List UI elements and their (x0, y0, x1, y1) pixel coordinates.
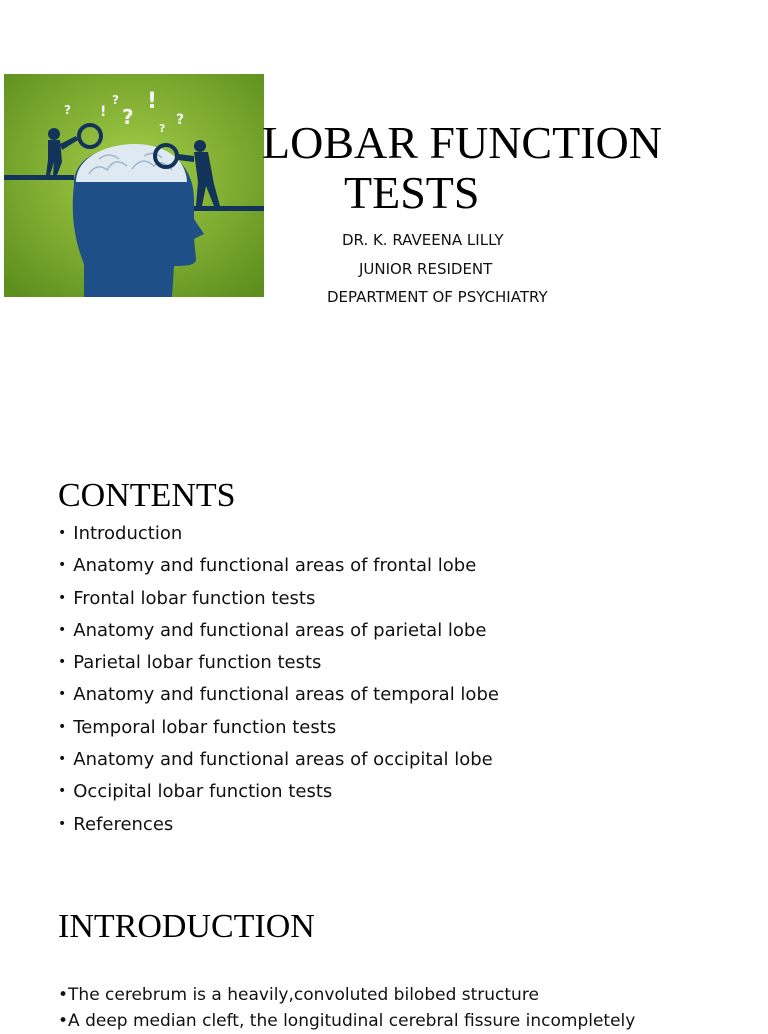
list-item: • Temporal lobar function tests (58, 712, 499, 744)
list-item: • Parietal lobar function tests (58, 647, 499, 679)
svg-text:!: ! (100, 104, 107, 120)
author-role: JUNIOR RESIDENT (359, 260, 493, 278)
contents-list (58, 518, 499, 841)
head-brain-magnifier-icon (4, 74, 264, 297)
introduction-heading: INTRODUCTION (58, 908, 315, 945)
list-item: • Frontal lobar function tests (58, 583, 499, 615)
title-line-2: TESTS (344, 167, 480, 218)
title-illustration (4, 74, 264, 297)
svg-text:?: ? (112, 93, 119, 107)
list-item: • A deep median cleft, the longitudinal cerebral fissure incompletely (58, 1008, 635, 1034)
list-item: • The cerebrum is a heavily,convoluted bilobed structure (58, 982, 635, 1008)
slide-title (262, 118, 702, 218)
svg-text:?: ? (122, 105, 134, 129)
list-item: • Anatomy and functional areas of temporal lobe (58, 679, 499, 711)
svg-text:!: ! (147, 89, 158, 114)
title-line-1: LOBAR FUNCTION (262, 117, 662, 168)
svg-text:?: ? (159, 122, 166, 135)
svg-text:?: ? (64, 103, 71, 117)
list-item: • Anatomy and functional areas of frontal lobe (58, 550, 499, 582)
list-item: • Anatomy and functional areas of occipital lobe (58, 744, 499, 776)
list-item: • Occipital lobar function tests (58, 776, 499, 808)
introduction-list (58, 982, 635, 1034)
svg-text:?: ? (176, 112, 185, 128)
list-item: • References (58, 809, 499, 841)
author-name: DR. K. RAVEENA LILLY (342, 231, 504, 249)
list-item: • Anatomy and functional areas of parietal lobe (58, 615, 499, 647)
contents-heading: CONTENTS (58, 477, 236, 514)
author-department: DEPARTMENT OF PSYCHIATRY (327, 288, 548, 306)
list-item: • Introduction (58, 518, 499, 550)
